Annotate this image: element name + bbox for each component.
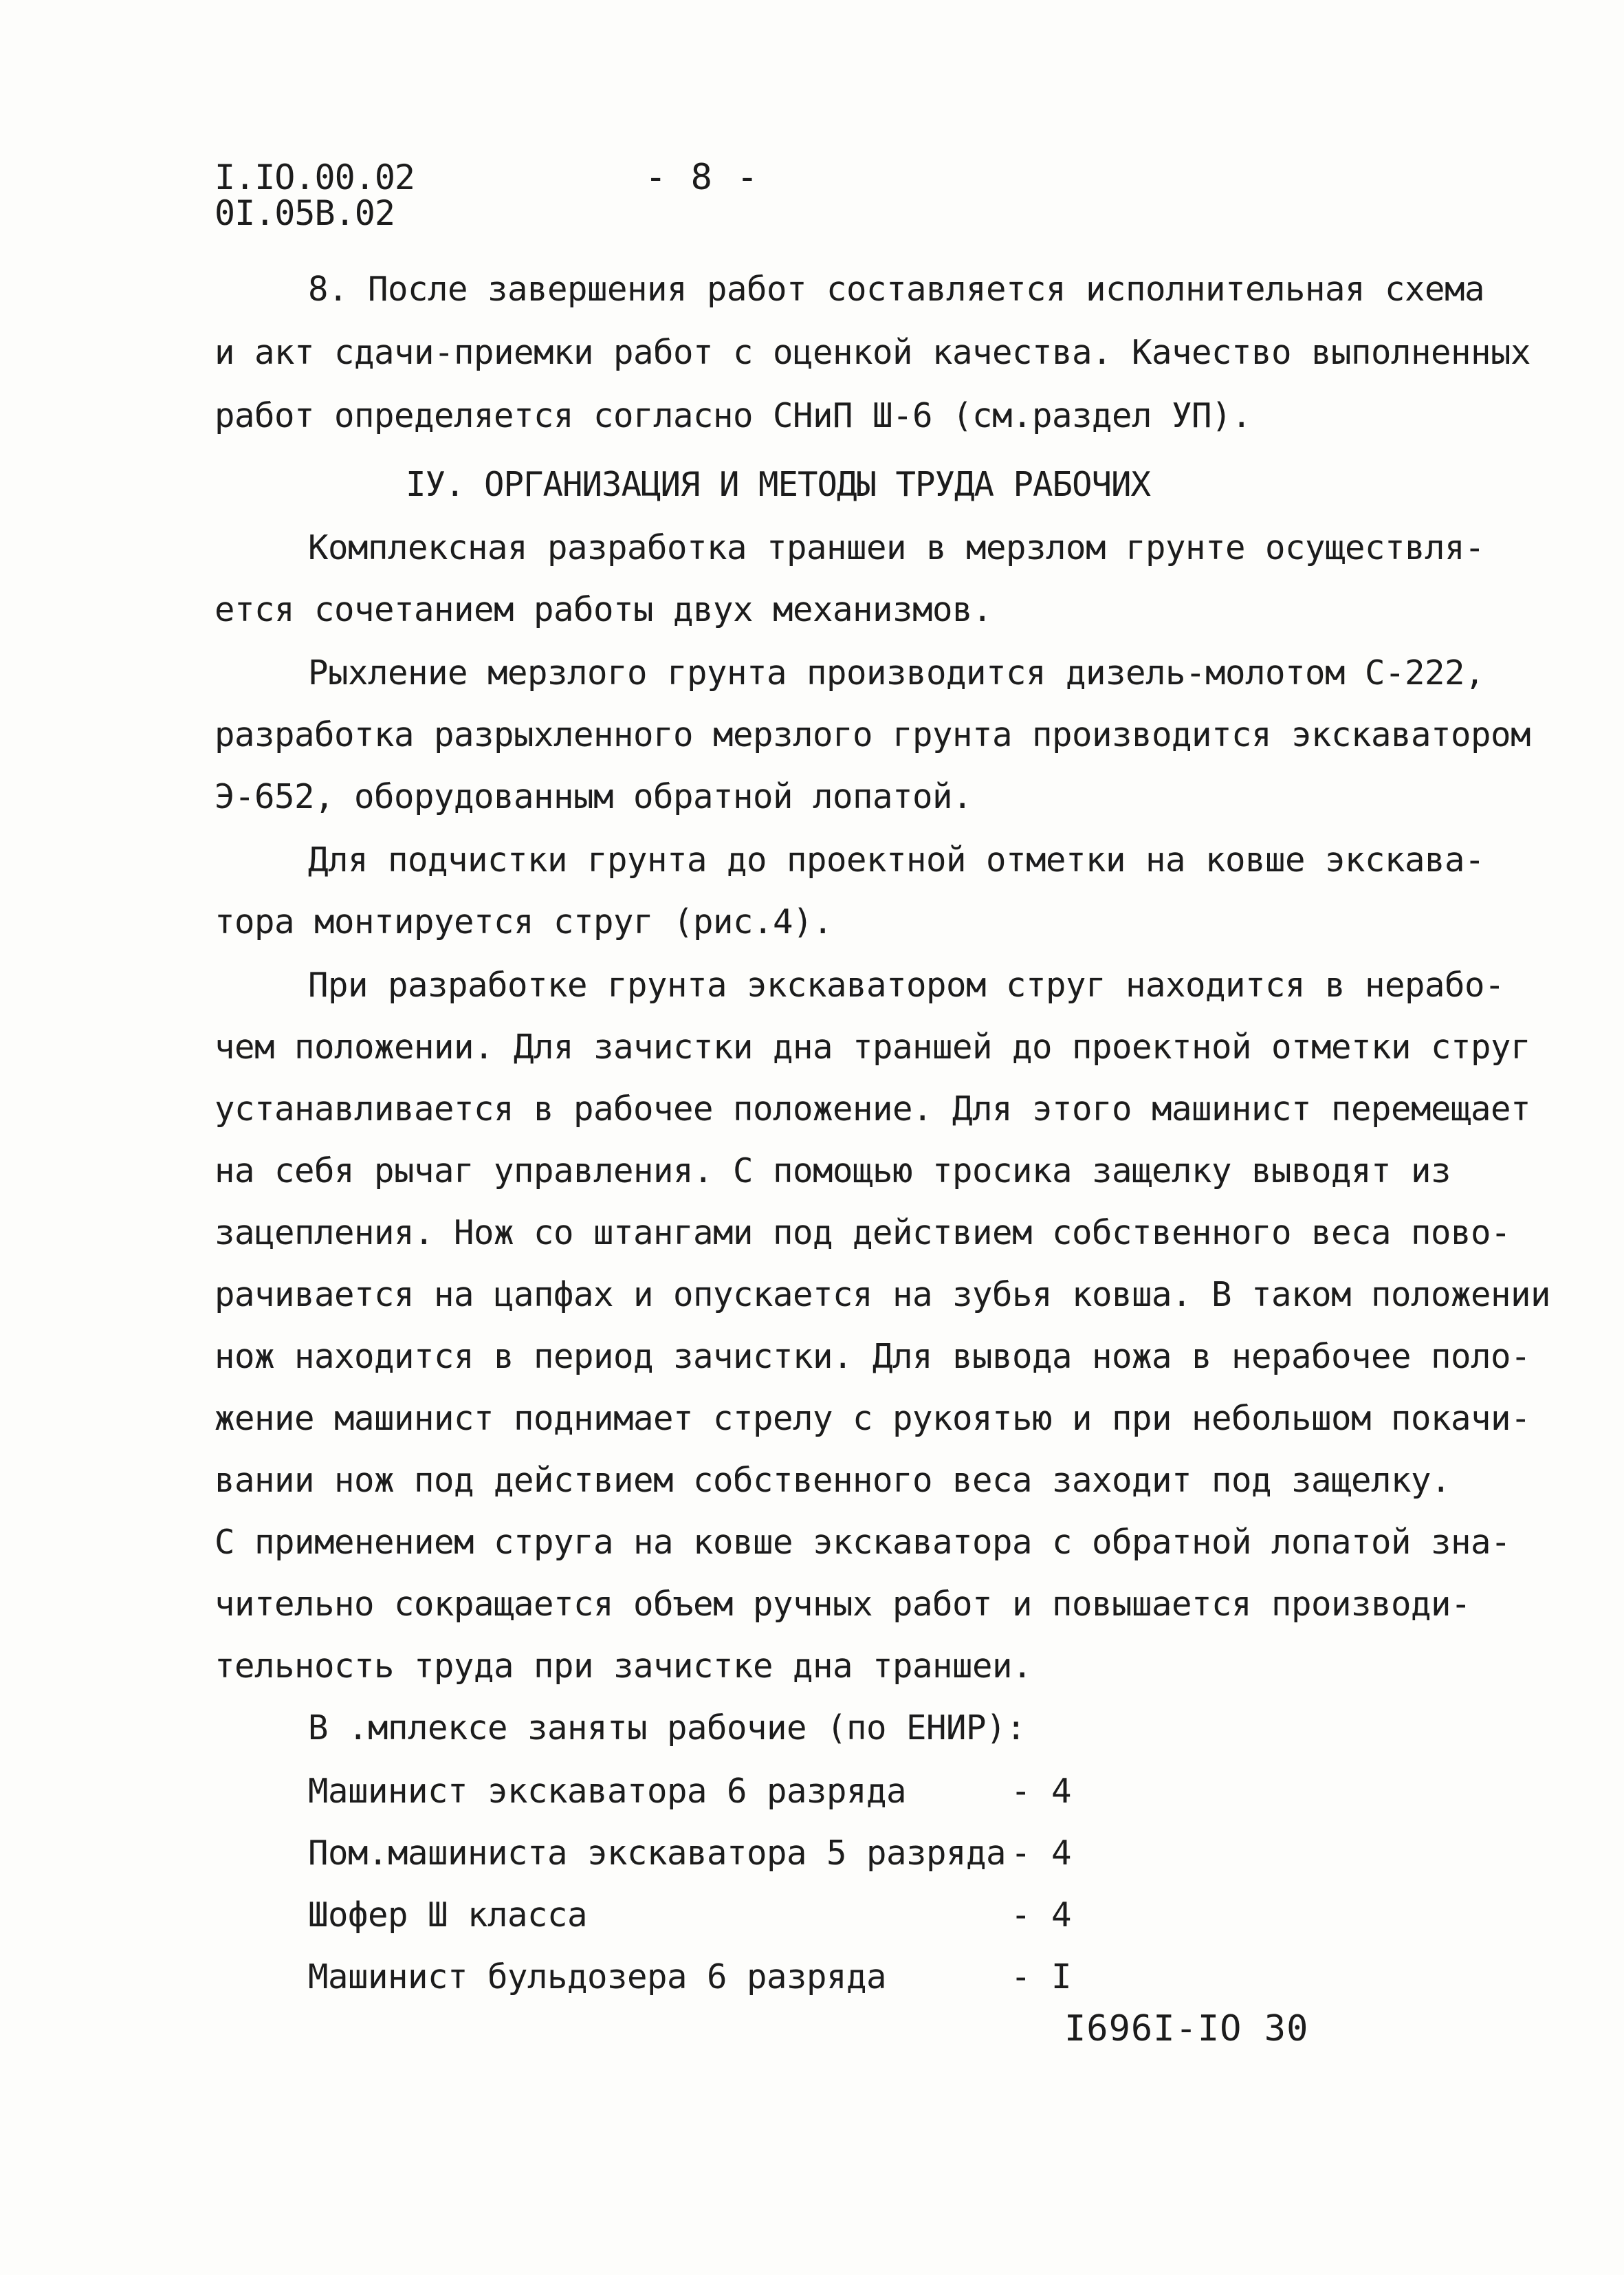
worker-count-4: - I [1011,1957,1072,1996]
paragraph-2-line-1: Рыхление мерзлого грунта производится дизель-молотом С-222, [308,653,1485,693]
paragraph-3-line-1: Для подчистки грунта до проектной отметки на ковше экскава- [308,840,1485,880]
paragraph-4-line-9: вании нож под действием собственного веса заходит под защелку. [215,1461,1451,1500]
paragraph-4-line-1: При разработке грунта экскаватором струг находится в нерабо- [308,966,1505,1005]
paragraph-4-line-4: на себя рычаг управления. С помощью тросика защелку выводят из [215,1151,1451,1190]
worker-count-2: - 4 [1011,1833,1072,1873]
paragraph-1-line-1: Комплексная разработка траншеи в мерзлом грунте осуществля- [308,528,1485,567]
paragraph-4-line-2: чем положении. Для зачистки дна траншей до проектной отметки струг [215,1027,1531,1067]
paragraph-4-line-7: нож находится в период зачистки. Для вывода ножа в нерабочее поло- [215,1337,1531,1376]
paragraph-2-line-3: Э-652, оборудованным обратной лопатой. [215,777,973,816]
paragraph-5-line-1: С применением струга на ковше экскаватора с обратной лопатой зна- [215,1523,1511,1562]
worker-name-2: Пом.машиниста экскаватора 5 разряда [308,1833,1007,1873]
worker-name-1: Машинист экскаватора 6 разряда [308,1772,907,1811]
paragraph-4-line-5: зацепления. Нож со штангами под действием собственного веса пово- [215,1213,1511,1252]
document-code [215,157,415,233]
worker-count-3: - 4 [1011,1895,1072,1935]
paragraph-4-line-8: жение машинист поднимает стрелу с рукоятью и при небольшом покачи- [215,1399,1531,1438]
paragraph-5-line-2: чительно сокращается объем ручных работ и повышается производи- [215,1585,1471,1624]
paragraph-4-line-3: устанавливается в рабочее положение. Для этого машинист перемещает [215,1089,1531,1129]
paragraph-1-line-2: ется сочетанием работы двух механизмов. [215,590,993,629]
section-heading: IУ. ОРГАНИЗАЦИЯ И МЕТОДЫ ТРУДА РАБОЧИХ [406,465,1151,504]
worker-name-3: Шофер Ш класса [308,1895,588,1935]
section-8-line-1: 8. После завершения работ составляется исполнительная схема [308,270,1485,309]
document-code-line-2: 0I.05B.02 [215,193,395,233]
paragraph-5-line-3: тельность труда при зачистке дна траншеи. [215,1646,1033,1686]
workers-intro: В .мплексе заняты рабочие (по ЕНИР): [308,1708,1027,1748]
document-code-line-1: I.IO.00.02 [215,157,415,197]
page-number: - 8 - [645,157,760,198]
paragraph-4-line-6: рачивается на цапфах и опускается на зубья ковша. В таком положении [215,1275,1551,1314]
worker-name-4: Машинист бульдозера 6 разряда [308,1957,887,1996]
paragraph-3-line-2: тора монтируется струг (рис.4). [215,902,833,941]
paragraph-2-line-2: разработка разрыхленного мерзлого грунта производится экскаватором [215,715,1531,754]
section-8-line-2: и акт сдачи-приемки работ с оценкой качества. Качество выполненных [215,333,1531,372]
worker-count-1: - 4 [1011,1772,1072,1811]
footer-code: I696I-IO 30 [1064,2008,1309,2049]
section-8-line-3: работ определяется согласно СНиП Ш-6 (см.раздел УП). [215,396,1252,435]
